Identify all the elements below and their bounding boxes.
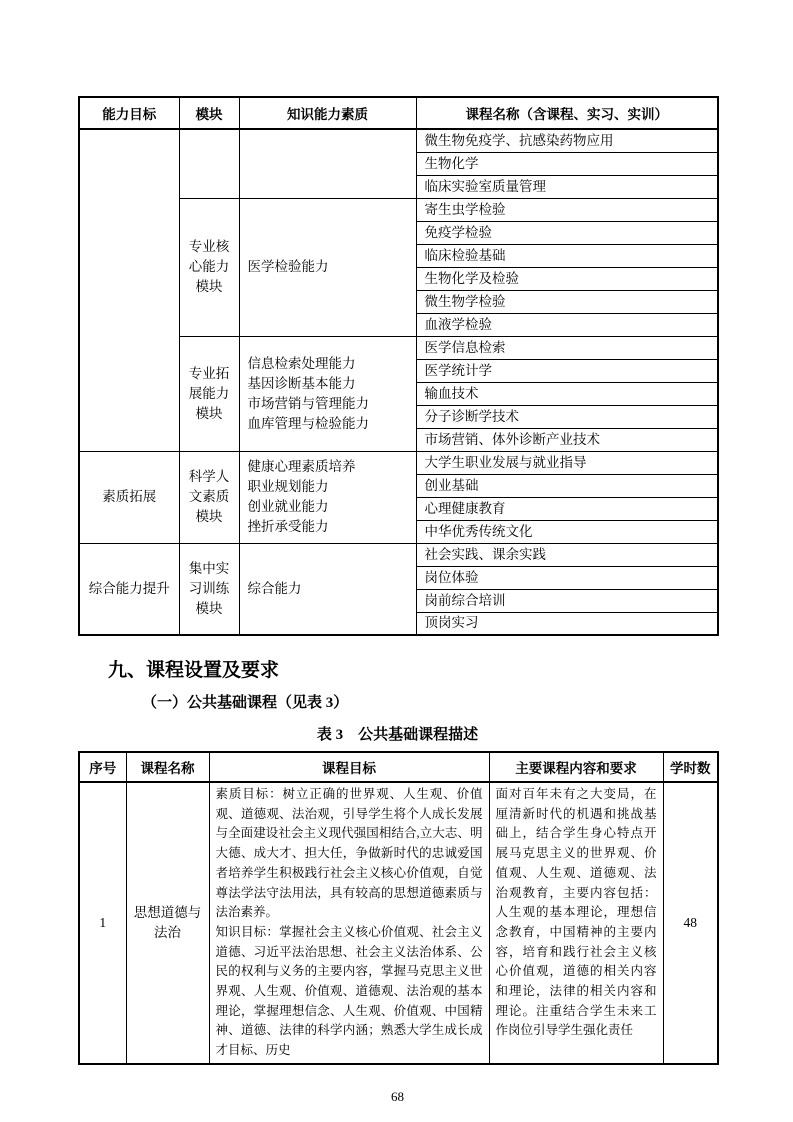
skills-cell-continued — [239, 129, 416, 198]
course-cell: 临床检验基础 — [416, 244, 718, 267]
course-cell: 寄生虫学检验 — [416, 198, 718, 221]
col-header-no: 序号 — [79, 752, 126, 782]
col-header-knowledge-skills: 知识能力素质 — [239, 97, 416, 129]
course-cell: 血液学检验 — [416, 313, 718, 336]
ability-module-course-table — [78, 96, 719, 636]
ability-goal-cell-continued — [79, 129, 179, 451]
course-cell: 顶岗实习 — [416, 612, 718, 635]
skill-item: 挫折承受能力 — [247, 519, 329, 534]
skill-item: 医学检验能力 — [247, 259, 329, 274]
row-no-cell: 1 — [79, 782, 126, 1064]
course-cell: 微生物免疫学、抗感染药物应用 — [416, 129, 718, 152]
module-cell: 专业核心能力模块 — [179, 198, 239, 336]
course-cell: 中华优秀传统文化 — [416, 520, 718, 543]
section-heading: 九、课程设置及要求 — [108, 660, 280, 681]
skill-item: 血库管理与检验能力 — [247, 415, 369, 431]
subsection-heading: （一）公共基础课程（见表 3） — [142, 695, 349, 711]
course-cell: 生物化学及检验 — [416, 267, 718, 290]
page-number: 68 — [391, 1088, 404, 1104]
col-header-course-name: 课程名称 — [126, 752, 209, 782]
skills-cell — [239, 543, 416, 635]
course-cell: 岗位体验 — [416, 566, 718, 589]
course-cell: 微生物学检验 — [416, 290, 718, 313]
col-header-hours: 学时数 — [663, 752, 718, 782]
skills-cell — [239, 451, 416, 543]
course-cell: 免疫学检验 — [416, 221, 718, 244]
module-cell: 专业拓展能力模块 — [179, 336, 239, 451]
course-cell: 临床实验室质量管理 — [416, 175, 718, 198]
course-cell: 分子诊断学技术 — [416, 405, 718, 428]
skill-item: 基因诊断基本能力 — [247, 375, 356, 391]
content-paragraph: 面对百年未有之大变局，在厘清新时代的机遇和挑战基础上，结合学生身心特点开展马克思主义的世界观、价值观、人生观、道德观、法治观教育，主要内容包括：人生观的基本理论，理想信念教育，中国精神的主要内容，培育和践行社会主义核心价值观，道德的相关内容和理论，法律的相关内容和理论。注重结合学生未来工作岗位引导学生强化责任 — [495, 787, 657, 1038]
col-header-ability-goal: 能力目标 — [79, 97, 179, 129]
course-cell: 创业基础 — [416, 474, 718, 497]
course-cell: 大学生职业发展与就业指导 — [416, 451, 718, 474]
objective-paragraph: 素质目标：树立正确的世界观、人生观、价值观、道德观、法治观，引导学生将个人成长发展与全面建设社会主义现代强国相结合,立大志、明大德、成大才、担大任，争做新时代的忠诚爱国者培养学生积极践行社会主义核心价值观，自觉尊法学法守法用法，具有较高的思想道德素质与法治素养。 — [215, 787, 483, 920]
course-cell: 医学信息检索 — [416, 336, 718, 359]
ability-goal-cell: 素质拓展 — [79, 451, 179, 543]
col-header-module: 模块 — [179, 97, 239, 129]
skill-item: 创业就业能力 — [247, 499, 329, 514]
skill-item: 职业规划能力 — [247, 479, 329, 494]
course-cell: 心理健康教育 — [416, 497, 718, 520]
course-cell: 医学统计学 — [416, 359, 718, 382]
course-cell: 岗前综合培训 — [416, 589, 718, 612]
objective-paragraph: 知识目标：掌握社会主义核心价值观、社会主义道德、习近平法治思想、社会主义法治体系、公民的权利与义务的主要内容，掌握马克思主义世界观、人生观、价值观、道德观、法治观的基本理论，掌握理想信念、人生观、价值观、中国精神、道德、法律的科学内涵；熟悉大学生成长成才目标、历史 — [215, 924, 483, 1058]
skills-cell — [239, 336, 416, 451]
ability-goal-cell: 综合能力提升 — [79, 543, 179, 635]
course-name-cell: 思想道德与法治 — [126, 782, 209, 1064]
skill-item: 市场营销与管理能力 — [247, 395, 369, 411]
course-cell: 社会实践、课余实践 — [416, 543, 718, 566]
table3-caption: 表 3 公共基础课程描述 — [316, 727, 479, 743]
course-cell: 市场营销、体外诊断产业技术 — [416, 428, 718, 451]
hours-cell: 48 — [663, 782, 718, 1064]
module-cell: 科学人文素质模块 — [179, 451, 239, 543]
col-header-course-objectives: 课程目标 — [209, 752, 489, 782]
skill-item: 综合能力 — [247, 580, 302, 596]
course-cell: 生物化学 — [416, 152, 718, 175]
course-cell: 输血技术 — [416, 382, 718, 405]
skill-item: 健康心理素质培养 — [247, 459, 356, 474]
course-content-cell — [489, 782, 663, 1064]
col-header-course-content: 主要课程内容和要求 — [489, 752, 663, 782]
public-basic-course-table — [78, 751, 719, 1065]
col-header-course-names: 课程名称（含课程、实习、实训） — [416, 97, 718, 129]
course-objectives-cell — [209, 782, 489, 1064]
module-cell: 集中实习训练模块 — [179, 543, 239, 635]
skill-item: 信息检索处理能力 — [247, 355, 356, 371]
skills-cell — [239, 198, 416, 336]
module-cell-continued — [179, 129, 239, 198]
